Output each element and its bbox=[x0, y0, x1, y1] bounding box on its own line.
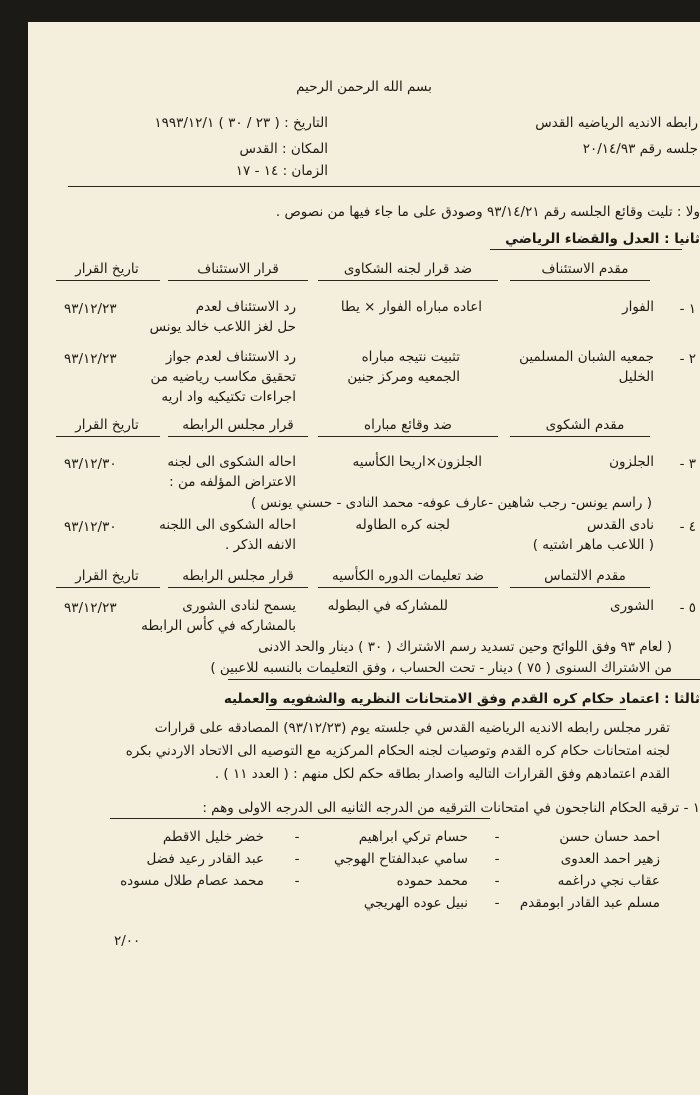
item-two-underline bbox=[490, 249, 682, 250]
request-note-line: ( لعام ٩٣ وفق اللوائح وحين تسديد رسم الاشتراك ( ٣٠ ) دينار والحد الادنى bbox=[258, 639, 672, 655]
referee-name: زهير احمد العدوى bbox=[560, 851, 660, 867]
appeals-col-against: ضد قرار لجنه الشكاوى bbox=[343, 261, 473, 277]
decision-paragraph-line: تقرر مجلس رابطه الانديه الرياضيه القدس في جلسته يوم (٩٣/١٢/٢٣) المصادقه على قرارات bbox=[154, 720, 670, 736]
referee-name: مسلم عبد القادر ابومقدم bbox=[519, 895, 660, 911]
appeals-header-underline bbox=[56, 280, 160, 281]
referee-name: محمد عصام طلال مسوده bbox=[120, 873, 264, 889]
appeal-against: الجمعيه ومركز جنين bbox=[347, 369, 460, 385]
appeal-party: الفوار bbox=[622, 299, 654, 315]
referee-name: نبيل عوده الهريجي bbox=[363, 895, 468, 911]
referee-name: محمد حموده bbox=[396, 873, 468, 889]
list-dash: - bbox=[494, 873, 500, 889]
requests-col-against: ضد تعليمات الدوره الكأسيه bbox=[332, 568, 484, 584]
item-one: ولا : تليت وقائع الجلسه رقم ٩٣/١٤/٢١ وصودق على ما جاء فيها من نصوص . bbox=[275, 204, 700, 220]
document-page bbox=[28, 22, 700, 1095]
appeals-header-underline bbox=[318, 280, 498, 281]
list-dash: - bbox=[494, 895, 500, 911]
appeal-decision-line: اجراءات تكتيكيه واد اريه bbox=[161, 389, 296, 405]
list-dash: - bbox=[294, 873, 300, 889]
section-rule bbox=[228, 679, 700, 680]
appeal-against: تثبيت نتيجه مباراه bbox=[361, 349, 460, 365]
appeal-party: الخليل bbox=[618, 369, 654, 385]
complaints-col-against: ضد وقائع مباراه bbox=[364, 417, 452, 433]
appeal-decision-line: حل لغز اللاعب خالد يونس bbox=[149, 319, 296, 335]
appeal-decision-line: رد الاستئناف لعدم bbox=[195, 299, 296, 315]
item-two-heading: ثانيا : العدل والقضاء الرياضي bbox=[505, 231, 700, 247]
complaint-decision-line: احاله الشكوى الى اللجنه bbox=[159, 517, 296, 533]
page-number: ٢/٠٠ bbox=[114, 933, 141, 949]
item-three-heading: ثالثا : اعتماد حكام كره القدم وفق الامتحانات النظريه والشفويه والعمليه bbox=[223, 691, 700, 707]
complaint-date: ٩٣/١٢/٣٠ bbox=[64, 456, 117, 472]
header-date: التاريخ : ( ٢٣ / ٣٠ ) ١٩٩٣/١٢/١ bbox=[154, 115, 328, 131]
appeals-header-underline bbox=[168, 280, 308, 281]
requests-header-underline bbox=[168, 587, 308, 588]
appeal-against: اعاده مباراه الفوار × يطا bbox=[340, 299, 482, 315]
referee-name: احمد حسان حسن bbox=[559, 829, 660, 845]
referee-name: حسام تركي ابراهيم bbox=[358, 829, 468, 845]
requests-col-party: مقدم الالتماس bbox=[544, 568, 626, 584]
request-against: للمشاركه في البطوله bbox=[327, 598, 448, 614]
referee-name: سامي عبدالفتاح الهوجي bbox=[334, 851, 468, 867]
requests-col-date: تاريخ القرار bbox=[75, 568, 139, 584]
appeals-header-underline bbox=[510, 280, 650, 281]
list-dash: - bbox=[494, 829, 500, 845]
complaints-header-underline bbox=[510, 436, 650, 437]
referee-name: عقاب نجي دراغمه bbox=[557, 873, 660, 889]
complaint-party: الجلزون bbox=[609, 454, 654, 470]
appeals-col-decision: قرار الاستئناف bbox=[197, 261, 279, 277]
appeal-date: ٩٣/١٢/٢٣ bbox=[64, 301, 117, 317]
request-decision-line: يسمح لنادى الشورى bbox=[182, 598, 296, 614]
request-party: الشورى bbox=[610, 598, 654, 614]
requests-header-underline bbox=[510, 587, 650, 588]
header-rule bbox=[68, 186, 700, 187]
table-row-number: ٤ - bbox=[679, 519, 696, 535]
list-dash: - bbox=[294, 851, 300, 867]
complaint-date: ٩٣/١٢/٣٠ bbox=[64, 519, 117, 535]
requests-header-underline bbox=[56, 587, 160, 588]
complaints-header-underline bbox=[168, 436, 308, 437]
table-row-number: ٥ - bbox=[679, 600, 696, 616]
table-row-number: ١ - bbox=[679, 301, 696, 317]
header-place: المكان : القدس bbox=[239, 141, 328, 157]
request-decision-line: بالمشاركه في كأس الرابطه bbox=[141, 618, 296, 634]
appeal-date: ٩٣/١٢/٢٣ bbox=[64, 351, 117, 367]
complaint-against: الجلزون×اريحا الكأسيه bbox=[352, 454, 482, 470]
header-org: رابطه الانديه الرياضيه القدس bbox=[535, 115, 698, 131]
header-time: الزمان : ١٤ - ١٧ bbox=[235, 163, 328, 179]
complaints-col-decision: قرار مجلس الرابطه bbox=[182, 417, 294, 433]
complaints-col-date: تاريخ القرار bbox=[75, 417, 139, 433]
appeal-decision-line: تحقيق مكاسب رياضيه من bbox=[150, 369, 296, 385]
header-session-number: جلسه رقم ٢٠/١٤/٩٣ bbox=[582, 141, 698, 157]
appeals-col-date: تاريخ القرار bbox=[75, 261, 139, 277]
promotion-underline bbox=[110, 818, 490, 819]
requests-col-decision: قرار مجلس الرابطه bbox=[182, 568, 294, 584]
complaint-decision-line: احاله الشكوى الى لجنه bbox=[167, 454, 296, 470]
referee-name: خضر خليل الاقطم bbox=[162, 829, 264, 845]
promotion-heading: ١ - ترقيه الحكام الناجحون في امتحانات الترقيه من الدرجه الثانيه الى الدرجه الاولى وهم : bbox=[202, 800, 700, 816]
complaint-party: ( اللاعب ماهر اشتيه ) bbox=[532, 537, 654, 553]
request-note-line: من الاشتراك السنوى ( ٧٥ ) دينار - تحت الحساب ، وفق التعليمات بالنسبه للاعبين ) bbox=[210, 660, 672, 676]
table-row-number: ٢ - bbox=[679, 351, 696, 367]
appeal-party: جمعيه الشبان المسلمين bbox=[519, 349, 654, 365]
complaints-col-party: مقدم الشكوى bbox=[545, 417, 625, 433]
complaints-header-underline bbox=[56, 436, 160, 437]
appeal-decision-line: رد الاستئناف لعدم جواز bbox=[165, 349, 296, 365]
decision-paragraph-line: القدم اعتمادهم وفق القرارات التاليه واصدار بطاقه حكم لكل منهم : ( العدد ١١ ) . bbox=[214, 766, 670, 782]
referee-name: عبد القادر رعيد فضل bbox=[146, 851, 264, 867]
requests-header-underline bbox=[318, 587, 498, 588]
basmala: بسم الله الرحمن الرحيم bbox=[296, 79, 432, 95]
committee-members: ( راسم يونس- رجب شاهين -عارف عوفه- محمد النادى - حسني يونس ) bbox=[250, 495, 652, 511]
complaints-header-underline bbox=[318, 436, 498, 437]
complaint-decision-line: الانفه الذكر . bbox=[225, 537, 296, 553]
list-dash: - bbox=[494, 851, 500, 867]
request-date: ٩٣/١٢/٢٣ bbox=[64, 600, 117, 616]
complaint-against: لجنه كره الطاوله bbox=[355, 517, 450, 533]
complaint-decision-line: الاعتراض المؤلفه من : bbox=[169, 474, 296, 490]
list-dash: - bbox=[294, 829, 300, 845]
appeals-col-party: مقدم الاستئناف bbox=[541, 261, 629, 277]
complaint-party: نادى القدس bbox=[587, 517, 654, 533]
table-row-number: ٣ - bbox=[679, 456, 696, 472]
decision-paragraph-line: لجنه امتحانات حكام كره القدم وتوصيات لجنه الحكام المركزيه مع التوصيه الى الاتحاد الاردني بكره bbox=[125, 743, 670, 759]
item-three-underline bbox=[266, 709, 626, 710]
